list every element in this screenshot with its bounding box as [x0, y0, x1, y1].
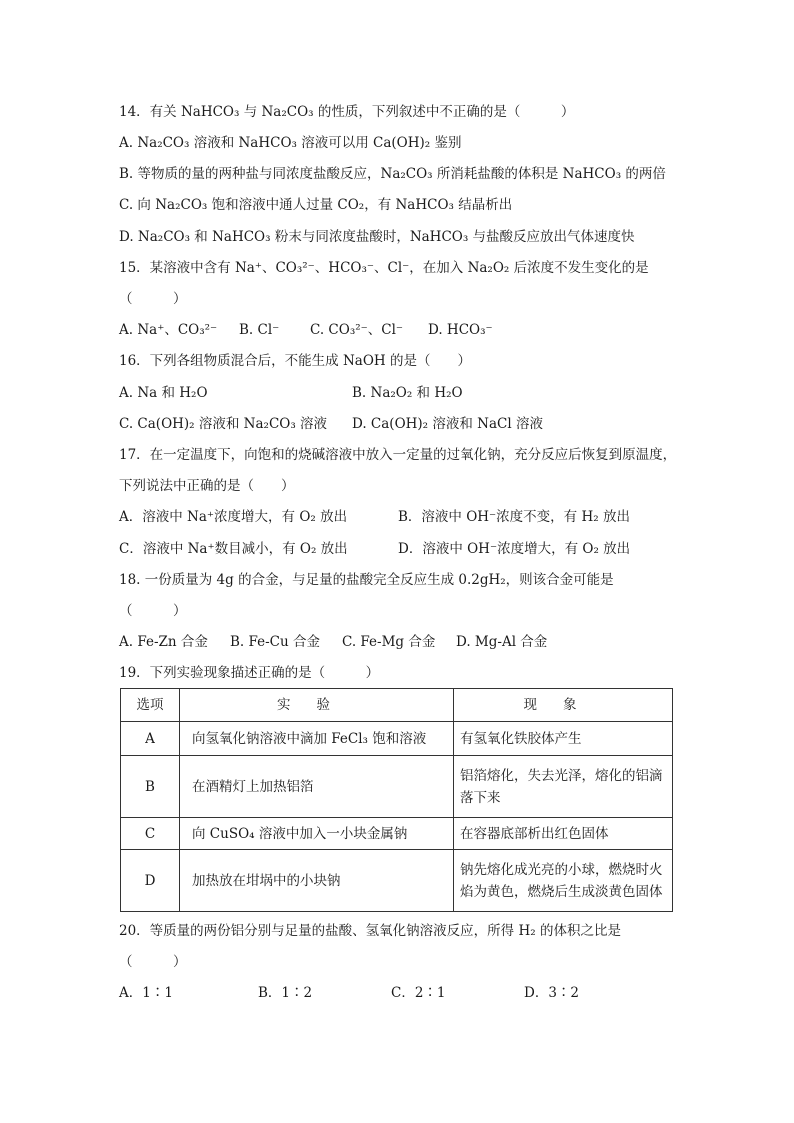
- row-phenomenon: 钠先熔化成光亮的小球，燃烧时火焰为黄色，燃烧后生成淡黄色固体: [454, 850, 673, 912]
- row-option: C: [121, 818, 180, 850]
- q20-option-d: D．3∶2: [524, 985, 580, 1001]
- q18-option-a: A. Fe-Zn 合金: [119, 634, 208, 650]
- q16-option-b: B. Na₂O₂ 和 H₂O: [352, 385, 463, 401]
- q20-answer-paren: （ ）: [119, 954, 187, 970]
- table-header-row: [121, 689, 673, 722]
- row-experiment: 加热放在坩埚中的小块钠: [180, 850, 454, 912]
- header-option: 选项: [121, 689, 180, 722]
- q17-option-b: B．溶液中 OH⁻浓度不变，有 H₂ 放出: [398, 509, 630, 525]
- row-experiment: 向 CuSO₄ 溶液中加入一小块金属钠: [180, 818, 454, 850]
- q17-option-d: D．溶液中 OH⁻浓度增大，有 O₂ 放出: [398, 541, 631, 557]
- q17-option-c: C．溶液中 Na⁺数目减小，有 O₂ 放出: [119, 541, 348, 557]
- row-experiment: 向氢氧化钠溶液中滴加 FeCl₃ 饱和溶液: [180, 722, 454, 756]
- q17-stem: 17．在一定温度下，向饱和的烧碱溶液中放入一定量的过氧化钠，充分反应后恢复到原温度，: [119, 447, 677, 463]
- q18-answer-paren: （ ）: [119, 603, 187, 619]
- table-row: [121, 756, 673, 818]
- q17-option-a: A．溶液中 Na⁺浓度增大，有 O₂ 放出: [119, 509, 348, 525]
- q20-option-a: A．1∶1: [119, 985, 173, 1001]
- q16-option-d: D. Ca(OH)₂ 溶液和 NaCl 溶液: [352, 416, 543, 432]
- q18-option-c: C. Fe-Mg 合金: [342, 634, 436, 650]
- q18-option-d: D. Mg-Al 合金: [456, 634, 548, 650]
- q14-option-b: B. 等物质的量的两种盐与同浓度盐酸反应，Na₂CO₃ 所消耗盐酸的体积是 NaHCO₃ 的两倍: [119, 166, 666, 182]
- row-option: B: [121, 756, 180, 818]
- row-experiment: 在酒精灯上加热铝箔: [180, 756, 454, 818]
- q18-option-b: B. Fe-Cu 合金: [230, 634, 320, 650]
- table-row: [121, 850, 673, 912]
- q15-option-d: D. HCO₃⁻: [428, 322, 493, 338]
- q17-stem-continued: 下列说法中正确的是（ ）: [119, 478, 295, 494]
- q20-option-c: C．2∶1: [391, 985, 446, 1001]
- q16-option-a: A. Na 和 H₂O: [119, 385, 208, 401]
- q15-stem: 15．某溶液中含有 Na⁺、CO₃²⁻、HCO₃⁻、Cl⁻，在加入 Na₂O₂ 后浓度不发生变化的是: [119, 260, 649, 276]
- q20-option-b: B．1∶2: [258, 985, 313, 1001]
- q18-stem: 18. 一份质量为 4g 的合金，与足量的盐酸完全反应生成 0.2gH₂，则该合金可能是: [119, 572, 614, 588]
- q16-stem: 16．下列各组物质混合后，不能生成 NaOH 的是（ ）: [119, 353, 471, 369]
- q16-option-c: C. Ca(OH)₂ 溶液和 Na₂CO₃ 溶液: [119, 416, 328, 432]
- header-phenomenon: 现象: [454, 689, 673, 722]
- header-experiment: 实验: [180, 689, 454, 722]
- table-row: [121, 722, 673, 756]
- row-option: A: [121, 722, 180, 756]
- row-phenomenon: 有氢氧化铁胶体产生: [454, 722, 673, 756]
- row-phenomenon: 铝箔熔化，失去光泽，熔化的铝滴落下来: [454, 756, 673, 818]
- table-row: [121, 818, 673, 850]
- q14-option-a: A. Na₂CO₃ 溶液和 NaHCO₃ 溶液可以用 Ca(OH)₂ 鉴别: [119, 135, 462, 151]
- row-phenomenon: 在容器底部析出红色固体: [454, 818, 673, 850]
- q14-stem: 14．有关 NaHCO₃ 与 Na₂CO₃ 的性质，下列叙述中不正确的是（ ）: [119, 104, 575, 120]
- q15-option-c: C. CO₃²⁻、Cl⁻: [310, 322, 404, 338]
- row-option: D: [121, 850, 180, 912]
- experiment-table: [120, 688, 673, 912]
- q15-answer-paren: （ ）: [119, 291, 187, 307]
- q19-stem: 19．下列实验现象描述正确的是（ ）: [119, 665, 380, 681]
- q15-option-a: A. Na⁺、CO₃²⁻: [119, 322, 218, 338]
- q15-option-b: B. Cl⁻: [239, 322, 280, 338]
- q14-option-d: D. Na₂CO₃ 和 NaHCO₃ 粉末与同浓度盐酸时，NaHCO₃ 与盐酸反应放出气体速度快: [119, 229, 635, 245]
- q14-option-c: C. 向 Na₂CO₃ 饱和溶液中通人过量 CO₂，有 NaHCO₃ 结晶析出: [119, 197, 513, 213]
- q20-stem: 20．等质量的两份铝分别与足量的盐酸、氢氧化钠溶液反应，所得 H₂ 的体积之比是: [119, 923, 621, 939]
